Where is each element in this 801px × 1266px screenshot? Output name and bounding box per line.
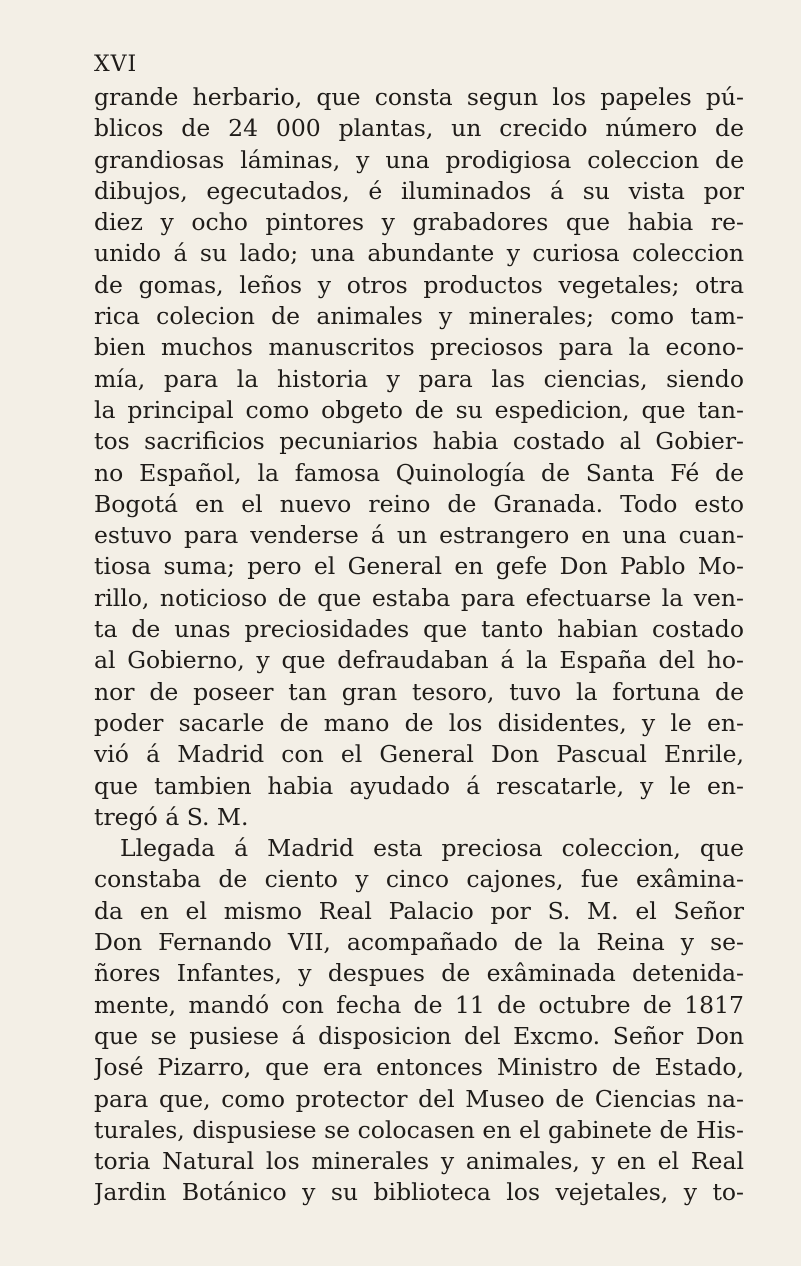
text-line: Jardin Botánico y su biblioteca los vejetales, y to- (94, 1178, 744, 1207)
text-line: Bogotá en el nuevo reino de Granada. Todo esto (94, 489, 744, 518)
paragraph-start-line: Llegada á Madrid esta preciosa coleccion, que (120, 834, 744, 863)
text-line: mente, mandó con fecha de 11 de octubre de 1817 (94, 990, 744, 1019)
text-line: tiosa suma; pero el General en gefe Don Pablo Mo- (94, 552, 744, 581)
text-line: diez y ocho pintores y grabadores que habia re- (94, 208, 744, 237)
text-line: vió á Madrid con el General Don Pascual Enrile, (94, 740, 744, 769)
paragraph-end-line: tregó á S. M. (94, 802, 249, 831)
text-line: unido á su lado; una abundante y curiosa coleccion (94, 239, 744, 268)
text-line: grandiosas láminas, y una prodigiosa coleccion de (94, 145, 744, 174)
text-line: para que, como protector del Museo de Ciencias na- (94, 1084, 744, 1113)
text-line: da en el mismo Real Palacio por S. M. el Señor (94, 896, 744, 925)
text-line: no Español, la famosa Quinología de Santa Fé de (94, 458, 744, 487)
text-line: dibujos, egecutados, é iluminados á su vista por (94, 176, 744, 205)
text-line: rica colecion de animales y minerales; como tam- (94, 302, 744, 331)
text-line: nor de poseer tan gran tesoro, tuvo la fortuna de (94, 677, 744, 706)
text-line: de gomas, leños y otros productos vegetales; otra (94, 270, 744, 299)
text-line: la principal como obgeto de su espedicion, que tan- (94, 395, 744, 424)
text-line: turales, dispusiese se colocasen en el gabinete de His- (94, 1115, 744, 1144)
text-line: tos sacrificios pecuniarios habia costado al Gobier- (94, 427, 744, 456)
text-line: que tambien habia ayudado á rescatarle, y le en- (94, 771, 744, 800)
text-line: ta de unas preciosidades que tanto habian costado (94, 615, 744, 644)
text-line: José Pizarro, que era entonces Ministro de Estado, (94, 1053, 744, 1082)
page-number: XVI (94, 52, 138, 77)
text-line: estuvo para venderse á un estrangero en una cuan- (94, 521, 744, 550)
text-line: al Gobierno, y que defraudaban á la España del ho- (94, 646, 744, 675)
text-line: ñores Infantes, y despues de exâminada detenida- (94, 959, 744, 988)
text-line: poder sacarle de mano de los disidentes, y le en- (94, 708, 744, 737)
text-line: grande herbario, que consta segun los papeles pú- (94, 83, 744, 111)
text-line: Don Fernando VII, acompañado de la Reina y se- (94, 928, 744, 957)
text-line: toria Natural los minerales y animales, y en el Real (94, 1147, 744, 1176)
text-line: constaba de ciento y cinco cajones, fue exâmina- (94, 865, 744, 894)
text-line: bien muchos manuscritos preciosos para la econo- (94, 333, 744, 362)
text-line: que se pusiese á disposicion del Excmo. Señor Don (94, 1021, 744, 1050)
body-text (94, 82, 744, 1209)
text-line: blicos de 24 000 plantas, un crecido número de (94, 114, 744, 143)
text-line: rillo, noticioso de que estaba para efectuarse la ven- (94, 583, 744, 612)
text-line: mía, para la historia y para las ciencias, siendo (94, 364, 744, 393)
